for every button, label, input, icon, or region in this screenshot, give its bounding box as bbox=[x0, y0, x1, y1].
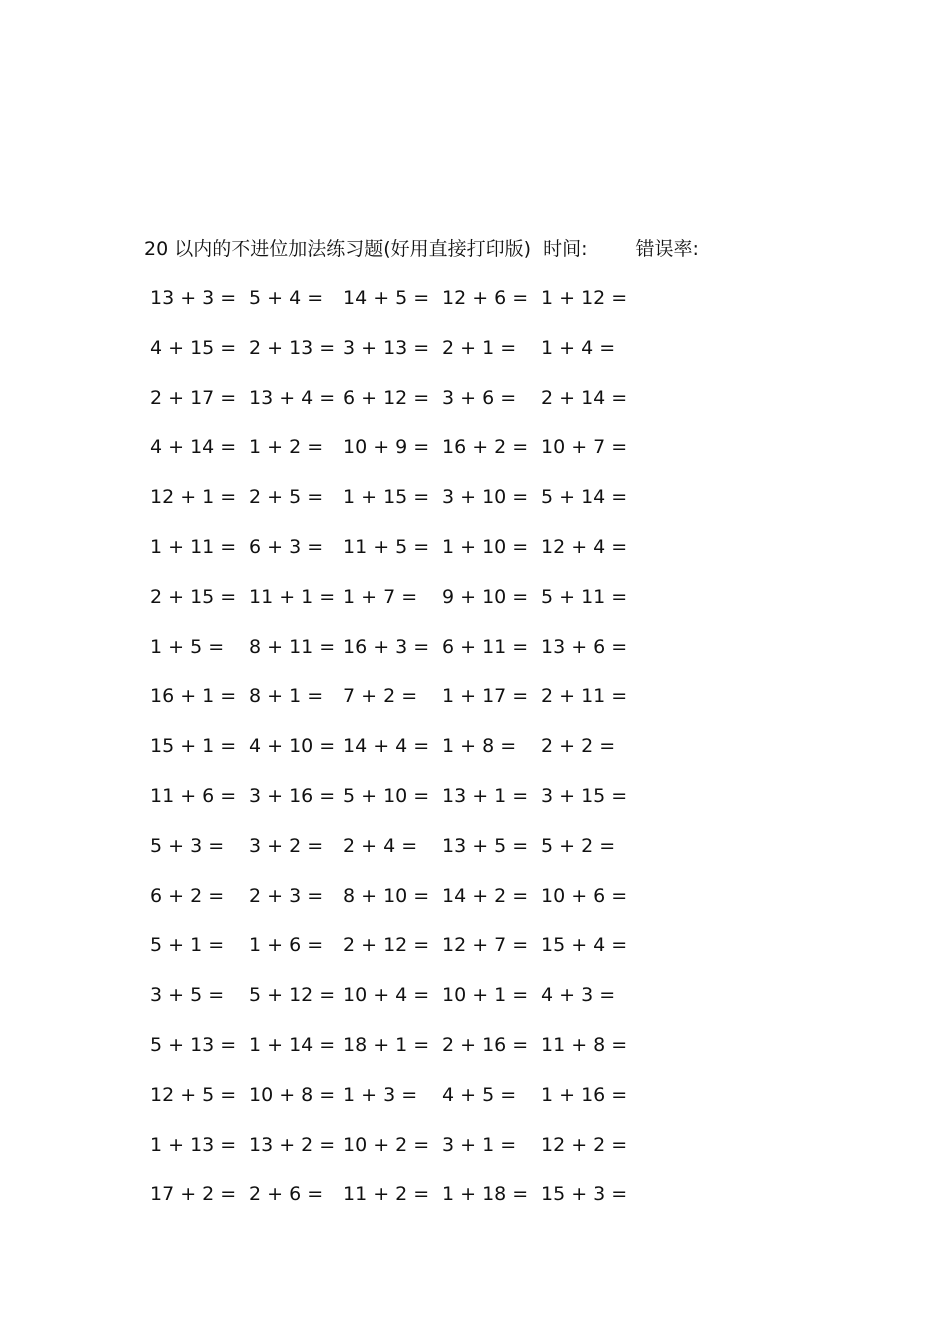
problem-item: 2 + 12 = bbox=[343, 934, 430, 956]
problem-item: 1 + 14 = bbox=[249, 1034, 336, 1056]
problem-item: 14 + 4 = bbox=[343, 735, 430, 757]
problem-item: 3 + 2 = bbox=[249, 835, 324, 857]
problem-item: 11 + 5 = bbox=[343, 536, 430, 558]
problem-item: 2 + 14 = bbox=[541, 387, 628, 409]
problem-item: 5 + 4 = bbox=[249, 287, 324, 309]
problem-item: 8 + 1 = bbox=[249, 685, 324, 707]
problem-item: 13 + 6 = bbox=[541, 636, 628, 658]
problem-item: 3 + 16 = bbox=[249, 785, 336, 807]
problem-item: 14 + 5 = bbox=[343, 287, 430, 309]
problem-item: 8 + 10 = bbox=[343, 885, 430, 907]
problem-item: 3 + 1 = bbox=[442, 1134, 517, 1156]
problem-item: 6 + 3 = bbox=[249, 536, 324, 558]
problem-item: 4 + 10 = bbox=[249, 735, 336, 757]
problem-item: 3 + 5 = bbox=[150, 984, 225, 1006]
problem-item: 10 + 7 = bbox=[541, 436, 628, 458]
problem-item: 12 + 4 = bbox=[541, 536, 628, 558]
problem-item: 4 + 3 = bbox=[541, 984, 616, 1006]
problem-item: 5 + 11 = bbox=[541, 586, 628, 608]
problem-item: 10 + 1 = bbox=[442, 984, 529, 1006]
problem-item: 5 + 10 = bbox=[343, 785, 430, 807]
problem-item: 17 + 2 = bbox=[150, 1183, 237, 1205]
problem-item: 4 + 5 = bbox=[442, 1084, 517, 1106]
problem-item: 3 + 15 = bbox=[541, 785, 628, 807]
problem-item: 12 + 2 = bbox=[541, 1134, 628, 1156]
problem-item: 1 + 18 = bbox=[442, 1183, 529, 1205]
problem-item: 5 + 1 = bbox=[150, 934, 225, 956]
problem-item: 13 + 4 = bbox=[249, 387, 336, 409]
problem-item: 13 + 2 = bbox=[249, 1134, 336, 1156]
problem-item: 4 + 14 = bbox=[150, 436, 237, 458]
problem-item: 1 + 15 = bbox=[343, 486, 430, 508]
problem-item: 1 + 10 = bbox=[442, 536, 529, 558]
problem-item: 11 + 2 = bbox=[343, 1183, 430, 1205]
problem-item: 13 + 3 = bbox=[150, 287, 237, 309]
problem-item: 10 + 9 = bbox=[343, 436, 430, 458]
problem-item: 15 + 4 = bbox=[541, 934, 628, 956]
problem-item: 2 + 13 = bbox=[249, 337, 336, 359]
problem-item: 2 + 5 = bbox=[249, 486, 324, 508]
problem-item: 15 + 3 = bbox=[541, 1183, 628, 1205]
problem-item: 1 + 5 = bbox=[150, 636, 225, 658]
problem-item: 10 + 2 = bbox=[343, 1134, 430, 1156]
problem-item: 10 + 4 = bbox=[343, 984, 430, 1006]
problem-item: 3 + 13 = bbox=[343, 337, 430, 359]
problem-item: 12 + 1 = bbox=[150, 486, 237, 508]
problem-item: 14 + 2 = bbox=[442, 885, 529, 907]
problem-item: 11 + 1 = bbox=[249, 586, 336, 608]
problem-item: 4 + 15 = bbox=[150, 337, 237, 359]
problem-item: 12 + 7 = bbox=[442, 934, 529, 956]
problem-item: 1 + 12 = bbox=[541, 287, 628, 309]
problem-item: 6 + 12 = bbox=[343, 387, 430, 409]
problem-item: 2 + 2 = bbox=[541, 735, 616, 757]
problem-item: 10 + 8 = bbox=[249, 1084, 336, 1106]
problem-item: 2 + 4 = bbox=[343, 835, 418, 857]
problem-item: 5 + 2 = bbox=[541, 835, 616, 857]
problem-item: 16 + 1 = bbox=[150, 685, 237, 707]
problem-item: 3 + 6 = bbox=[442, 387, 517, 409]
problem-item: 1 + 11 = bbox=[150, 536, 237, 558]
problem-item: 7 + 2 = bbox=[343, 685, 418, 707]
problem-item: 11 + 8 = bbox=[541, 1034, 628, 1056]
problem-item: 10 + 6 = bbox=[541, 885, 628, 907]
problem-item: 18 + 1 = bbox=[343, 1034, 430, 1056]
problem-item: 15 + 1 = bbox=[150, 735, 237, 757]
problem-item: 1 + 2 = bbox=[249, 436, 324, 458]
problem-item: 13 + 1 = bbox=[442, 785, 529, 807]
problem-item: 1 + 16 = bbox=[541, 1084, 628, 1106]
worksheet-title: 20 以内的不进位加法练习题(好用直接打印版) bbox=[144, 238, 532, 260]
problem-item: 16 + 3 = bbox=[343, 636, 430, 658]
problem-item: 1 + 7 = bbox=[343, 586, 418, 608]
time-label: 时间: bbox=[543, 238, 588, 260]
problem-item: 2 + 11 = bbox=[541, 685, 628, 707]
problem-item: 1 + 8 = bbox=[442, 735, 517, 757]
problem-item: 6 + 11 = bbox=[442, 636, 529, 658]
problem-item: 2 + 1 = bbox=[442, 337, 517, 359]
problem-item: 6 + 2 = bbox=[150, 885, 225, 907]
problem-item: 2 + 3 = bbox=[249, 885, 324, 907]
problem-item: 5 + 12 = bbox=[249, 984, 336, 1006]
problem-item: 12 + 5 = bbox=[150, 1084, 237, 1106]
problem-item: 1 + 17 = bbox=[442, 685, 529, 707]
error-rate-label: 错误率: bbox=[635, 238, 699, 260]
problem-item: 1 + 13 = bbox=[150, 1134, 237, 1156]
problem-item: 16 + 2 = bbox=[442, 436, 529, 458]
problem-item: 2 + 16 = bbox=[442, 1034, 529, 1056]
problem-item: 1 + 3 = bbox=[343, 1084, 418, 1106]
problem-item: 5 + 14 = bbox=[541, 486, 628, 508]
problem-item: 1 + 4 = bbox=[541, 337, 616, 359]
problem-item: 3 + 10 = bbox=[442, 486, 529, 508]
problem-item: 2 + 15 = bbox=[150, 586, 237, 608]
problem-item: 12 + 6 = bbox=[442, 287, 529, 309]
problem-item: 5 + 3 = bbox=[150, 835, 225, 857]
problem-item: 8 + 11 = bbox=[249, 636, 336, 658]
problem-item: 2 + 6 = bbox=[249, 1183, 324, 1205]
problem-item: 2 + 17 = bbox=[150, 387, 237, 409]
problem-item: 5 + 13 = bbox=[150, 1034, 237, 1056]
problem-item: 9 + 10 = bbox=[442, 586, 529, 608]
problem-item: 13 + 5 = bbox=[442, 835, 529, 857]
problem-item: 11 + 6 = bbox=[150, 785, 237, 807]
problem-item: 1 + 6 = bbox=[249, 934, 324, 956]
